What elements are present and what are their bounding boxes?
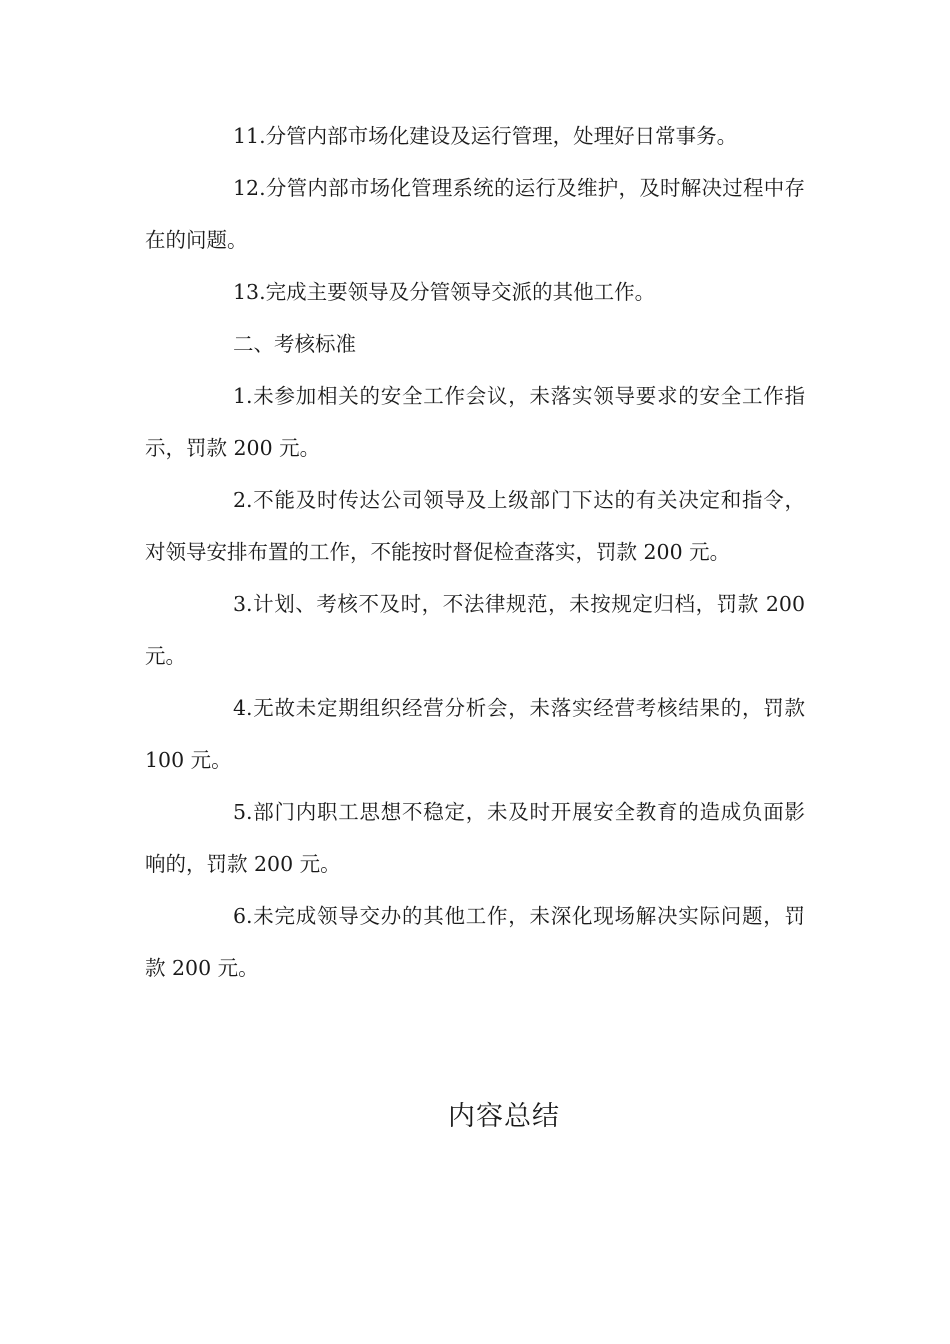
- summary-heading: 内容总结: [448, 1101, 560, 1132]
- paragraph-standard-3: 3.计划、考核不及时，不法律规范，未按规定归档，罚款 200 元。: [145, 592, 805, 668]
- paragraph-standard-2: 2.不能及时传达公司领导及上级部门下达的有关决定和指令，对领导安排布置的工作，不能按时督促检查落实，罚款 200 元。: [145, 488, 805, 564]
- paragraph-standard-1: 1.未参加相关的安全工作会议，未落实领导要求的安全工作指示，罚款 200 元。: [145, 384, 805, 460]
- section-heading-assessment-standards: 二、考核标准: [233, 332, 356, 356]
- paragraph-standard-6: 6.未完成领导交办的其他工作，未深化现场解决实际问题，罚款 200 元。: [145, 904, 805, 980]
- paragraph-duty-12: 12.分管内部市场化管理系统的运行及维护，及时解决过程中存在的问题。: [145, 176, 805, 252]
- document-body: [145, 110, 805, 994]
- summary-heading-block: [0, 1092, 950, 1142]
- paragraph-duty-11: 11.分管内部市场化建设及运行管理，处理好日常事务。: [233, 124, 738, 148]
- paragraph-standard-4: 4.无故未定期组织经营分析会，未落实经营考核结果的，罚款 100 元。: [145, 696, 805, 772]
- paragraph-standard-5: 5.部门内职工思想不稳定，未及时开展安全教育的造成负面影响的，罚款 200 元。: [145, 800, 805, 876]
- paragraph-duty-13: 13.完成主要领导及分管领导交派的其他工作。: [233, 280, 656, 304]
